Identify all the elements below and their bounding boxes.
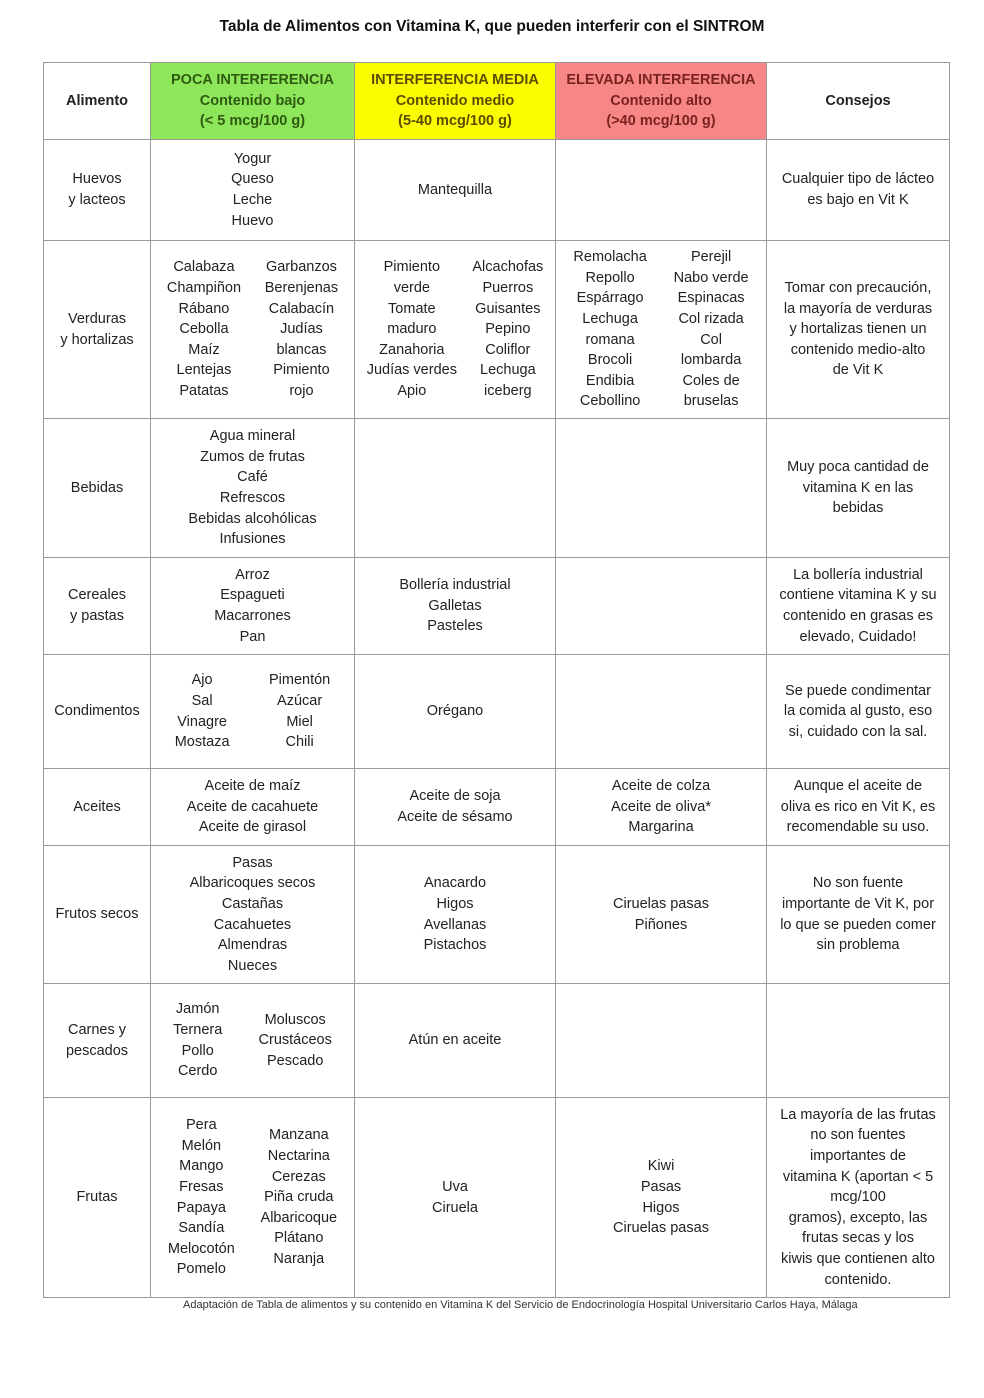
low-interference-item: rojo xyxy=(289,382,314,399)
header-medium-sub: Contenido medio xyxy=(395,92,515,109)
medium-interference-item: Ciruela xyxy=(432,1199,478,1216)
high-interference-item: Lechuga xyxy=(582,310,638,327)
high-interference-item: Higos xyxy=(642,1199,680,1216)
food-category-label: y lacteos xyxy=(68,192,126,208)
low-interference-cell xyxy=(151,419,355,558)
low-interference-item: Sandía xyxy=(178,1220,225,1237)
table-row xyxy=(44,984,950,1098)
high-interference-item: Perejil xyxy=(690,249,732,266)
low-interference-item: Pan xyxy=(239,628,266,645)
advice-line: recomendable su uso. xyxy=(786,819,930,836)
low-interference-item: Pimiento xyxy=(273,362,330,379)
advice-line: de Vit K xyxy=(832,362,884,379)
food-category-cell xyxy=(44,846,151,984)
vitamin-k-table xyxy=(43,62,950,1298)
high-interference-item: Margarina xyxy=(628,819,694,836)
advice-cell xyxy=(767,140,950,241)
low-interference-item: Chili xyxy=(285,734,314,751)
advice-line: contenido medio-alto xyxy=(790,341,926,358)
high-interference-cell xyxy=(556,1098,767,1298)
low-interference-column xyxy=(167,257,241,401)
food-category-label: Aceites xyxy=(73,798,121,815)
food-category-cell xyxy=(44,1098,151,1298)
advice-line: La mayoría de las frutas xyxy=(780,1106,936,1123)
advice-line: vitamina K (aportan < 5 xyxy=(782,1168,934,1185)
high-interference-cell xyxy=(556,769,767,846)
low-interference-item: Albaricoque xyxy=(260,1209,338,1226)
medium-interference-item: Orégano xyxy=(426,703,484,720)
medium-interference-item: Lechuga xyxy=(480,362,536,379)
medium-interference-cell xyxy=(355,769,556,846)
low-interference-item: Pollo xyxy=(181,1042,214,1059)
advice-line: gramos), excepto, las xyxy=(788,1209,928,1226)
food-category-cell xyxy=(44,140,151,241)
low-interference-item: Melocotón xyxy=(167,1240,235,1257)
advice-cell xyxy=(767,241,950,419)
low-interference-cell xyxy=(151,241,355,419)
header-row xyxy=(44,63,950,140)
header-low-label: POCA INTERFERENCIA xyxy=(171,72,334,89)
medium-interference-item: Pepino xyxy=(485,321,531,338)
low-interference-item: Huevo xyxy=(231,212,274,229)
food-category-cell xyxy=(44,655,151,769)
low-interference-item: Mostaza xyxy=(174,734,230,751)
medium-interference-item: Judías verdes xyxy=(366,362,457,379)
low-interference-column xyxy=(269,670,330,752)
food-category-label: Frutos secos xyxy=(55,906,139,923)
high-interference-item: Espinacas xyxy=(677,290,745,307)
high-interference-item: Pasas xyxy=(640,1178,682,1195)
header-low-sub: Contenido bajo xyxy=(199,92,306,109)
low-interference-item: Aceite de cacahuete xyxy=(186,798,319,815)
food-category-label: Frutas xyxy=(76,1189,118,1206)
high-interference-cell xyxy=(556,846,767,984)
low-interference-item: Espagueti xyxy=(220,587,285,604)
medium-interference-item: Pistachos xyxy=(423,937,487,954)
low-interference-item: Albaricoques secos xyxy=(189,875,316,892)
medium-interference-column xyxy=(367,257,457,401)
medium-interference-cell xyxy=(355,984,556,1098)
medium-interference-column xyxy=(472,257,543,401)
advice-line: No son fuente xyxy=(812,875,904,892)
advice-line: Aunque el aceite de xyxy=(793,778,923,795)
high-interference-cell xyxy=(556,655,767,769)
advice-line: y hortalizas tienen un xyxy=(789,321,927,338)
low-interference-item: Queso xyxy=(231,171,274,188)
high-interference-item: Coles de xyxy=(682,372,740,389)
medium-interference-item: Bollería industrial xyxy=(399,577,511,594)
low-interference-item: Berenjenas xyxy=(264,280,339,297)
food-category-cell xyxy=(44,419,151,558)
high-interference-column xyxy=(674,247,749,412)
advice-cell xyxy=(767,1098,950,1298)
low-interference-cell xyxy=(151,769,355,846)
low-interference-item: Aceite de girasol xyxy=(198,819,307,836)
low-interference-columns xyxy=(155,999,350,1081)
source-note: Adaptación de Tabla de alimentos y su contenido en Vitamina K del Servicio de Endocrinología Hospital Universitario Carlos Haya, Málaga xyxy=(183,1299,858,1311)
low-interference-item: Rábano xyxy=(178,300,230,317)
advice-cell xyxy=(767,558,950,655)
low-interference-item: Naranja xyxy=(273,1250,325,1267)
low-interference-column xyxy=(175,670,230,752)
advice-line: contiene vitamina K y su xyxy=(779,587,937,604)
table-row xyxy=(44,1098,950,1298)
food-category-label: y pastas xyxy=(70,608,124,624)
medium-interference-item: Pasteles xyxy=(427,618,483,635)
advice-line: sin problema xyxy=(816,937,900,954)
low-interference-item: Manzana xyxy=(268,1127,329,1144)
low-interference-item: Nueces xyxy=(227,957,278,974)
low-interference-item: Crustáceos xyxy=(258,1032,332,1049)
low-interference-item: Melón xyxy=(181,1137,222,1154)
advice-line: importante de Vit K, por xyxy=(781,895,935,912)
header-medium-label: INTERFERENCIA MEDIA xyxy=(371,72,539,89)
low-interference-column xyxy=(168,1115,235,1280)
high-interference-item: Col xyxy=(700,331,722,348)
low-interference-cell xyxy=(151,846,355,984)
high-interference-cell xyxy=(556,419,767,558)
low-interference-item: Cebolla xyxy=(179,321,229,338)
medium-interference-item: Zanahoria xyxy=(379,341,445,358)
medium-interference-cell xyxy=(355,140,556,241)
high-interference-item: Kiwi xyxy=(647,1158,675,1175)
table-row xyxy=(44,241,950,419)
low-interference-column xyxy=(261,1125,338,1269)
high-interference-item: Remolacha xyxy=(573,249,647,266)
high-interference-item: Espárrago xyxy=(576,290,644,307)
low-interference-cell xyxy=(151,655,355,769)
medium-interference-item: Coliflor xyxy=(485,341,531,358)
low-interference-item: Leche xyxy=(232,192,273,208)
low-interference-item: Arroz xyxy=(235,566,270,583)
advice-cell xyxy=(767,984,950,1098)
advice-line: Se puede condimentar xyxy=(785,682,931,699)
low-interference-cell xyxy=(151,140,355,241)
high-interference-item: Endibia xyxy=(585,372,635,389)
high-interference-item: Cebollino xyxy=(579,393,641,410)
low-interference-item: Aceite de maíz xyxy=(204,778,301,795)
advice-line: oliva es rico en Vit K, es xyxy=(780,798,936,815)
low-interference-item: Plátano xyxy=(274,1230,324,1247)
advice-line: la mayoría de verduras xyxy=(783,300,933,317)
advice-line: mcg/100 xyxy=(830,1189,886,1206)
advice-line: importantes de xyxy=(810,1148,906,1165)
table-row xyxy=(44,769,950,846)
low-interference-item: Pera xyxy=(186,1117,217,1134)
medium-interference-cell xyxy=(355,419,556,558)
medium-interference-item: Atún en aceite xyxy=(408,1032,502,1049)
high-interference-cell xyxy=(556,241,767,419)
advice-line: lo que se pueden comer xyxy=(780,916,936,933)
low-interference-item: Café xyxy=(237,469,268,486)
advice-line: vitamina K en las xyxy=(802,479,914,496)
low-interference-item: Azúcar xyxy=(277,692,323,709)
medium-interference-item: verde xyxy=(393,280,430,297)
medium-interference-cell xyxy=(355,655,556,769)
high-interference-item: Col rizada xyxy=(678,310,744,327)
low-interference-item: Maíz xyxy=(188,341,220,358)
low-interference-item: Cerezas xyxy=(271,1168,326,1185)
food-category-label: Condimentos xyxy=(54,703,140,720)
low-interference-item: Pimentón xyxy=(268,672,331,689)
high-interference-item: Aceite de colza xyxy=(611,778,711,795)
low-interference-item: blancas xyxy=(276,341,327,358)
low-interference-item: Zumos de frutas xyxy=(200,448,305,465)
low-interference-column xyxy=(259,1010,332,1072)
food-category-label: pescados xyxy=(65,1042,129,1059)
advice-line: Tomar con precaución, xyxy=(784,280,932,297)
low-interference-item: Pasas xyxy=(232,854,273,871)
food-category-label: Carnes y xyxy=(67,1021,127,1038)
advice-cell xyxy=(767,769,950,846)
medium-interference-cell xyxy=(355,1098,556,1298)
low-interference-columns xyxy=(155,670,350,752)
header-alimento: Alimento xyxy=(44,63,151,140)
high-interference-item: Nabo verde xyxy=(673,269,749,286)
high-interference-item: Ciruelas pasas xyxy=(613,1220,709,1237)
advice-line: kiwis que contienen alto xyxy=(781,1250,935,1267)
low-interference-item: Ajo xyxy=(191,672,213,689)
low-interference-item: Pescado xyxy=(266,1052,324,1069)
low-interference-item: Infusiones xyxy=(219,531,286,548)
low-interference-item: Moluscos xyxy=(264,1011,326,1028)
food-category-cell xyxy=(44,984,151,1098)
header-low-interference xyxy=(151,63,355,140)
low-interference-item: Miel xyxy=(286,713,313,730)
advice-line: Cualquier tipo de lácteo xyxy=(781,171,935,188)
high-interference-cell xyxy=(556,558,767,655)
advice-line: contenido en grasas es xyxy=(783,608,933,624)
food-category-label: Bebidas xyxy=(70,479,124,496)
low-interference-item: Jamón xyxy=(175,1001,220,1018)
medium-interference-item: Alcachofas xyxy=(472,259,544,276)
food-category-label: Verduras xyxy=(67,310,127,327)
medium-interference-cell xyxy=(355,241,556,419)
low-interference-item: Judías xyxy=(280,321,323,338)
high-interference-cell xyxy=(556,140,767,241)
food-category-label: Huevos xyxy=(72,171,122,188)
low-interference-item: Sal xyxy=(191,692,213,709)
header-low-range: (< 5 mcg/100 g) xyxy=(199,113,306,130)
medium-interference-item: Anacardo xyxy=(423,875,487,892)
low-interference-item: Champiñon xyxy=(166,280,242,297)
low-interference-column xyxy=(265,257,338,401)
header-high-label: ELEVADA INTERFERENCIA xyxy=(566,72,756,89)
high-interference-item: Brocoli xyxy=(587,352,633,369)
medium-interference-cell xyxy=(355,846,556,984)
table-row xyxy=(44,140,950,241)
medium-interference-cell xyxy=(355,558,556,655)
low-interference-item: Piña cruda xyxy=(264,1189,334,1206)
medium-interference-item: Mantequilla xyxy=(417,181,493,198)
low-interference-item: Patatas xyxy=(179,382,229,399)
low-interference-item: Fresas xyxy=(179,1178,224,1195)
high-interference-item: lombarda xyxy=(680,352,742,369)
advice-line: no son fuentes xyxy=(810,1127,906,1144)
low-interference-columns xyxy=(155,1115,350,1280)
low-interference-item: Calabaza xyxy=(173,259,235,276)
advice-line: es bajo en Vit K xyxy=(807,192,909,208)
low-interference-item: Yogur xyxy=(233,150,272,167)
low-interference-item: Calabacín xyxy=(268,300,335,317)
low-interference-item: Lentejas xyxy=(176,362,232,379)
low-interference-item: Agua mineral xyxy=(209,428,296,445)
low-interference-item: Ternera xyxy=(173,1021,223,1038)
medium-interference-item: Uva xyxy=(442,1178,468,1195)
high-interference-item: Piñones xyxy=(634,916,688,933)
medium-interference-item: Higos xyxy=(436,895,474,912)
food-category-cell xyxy=(44,558,151,655)
header-consejos: Consejos xyxy=(767,63,950,140)
high-interference-column xyxy=(573,247,646,412)
medium-interference-item: Apio xyxy=(397,382,427,399)
medium-interference-item: iceberg xyxy=(484,382,532,399)
header-high-interference xyxy=(556,63,767,140)
advice-line: frutas secas y los xyxy=(801,1230,914,1247)
header-high-range: (>40 mcg/100 g) xyxy=(606,113,716,130)
low-interference-item: Nectarina xyxy=(267,1148,330,1165)
low-interference-item: Bebidas alcohólicas xyxy=(188,510,317,527)
medium-interference-item: Pimiento xyxy=(383,259,441,276)
medium-interference-item: Aceite de sésamo xyxy=(397,809,513,825)
low-interference-cell xyxy=(151,1098,355,1298)
medium-interference-item: Aceite de soja xyxy=(409,788,501,805)
table-row xyxy=(44,655,950,769)
food-category-label: y hortalizas xyxy=(60,331,134,348)
low-interference-item: Pomelo xyxy=(176,1261,226,1278)
advice-cell xyxy=(767,846,950,984)
low-interference-column xyxy=(173,999,222,1081)
table-row xyxy=(44,419,950,558)
low-interference-item: Refrescos xyxy=(219,490,286,506)
high-interference-item: Ciruelas pasas xyxy=(613,895,709,912)
medium-interference-columns xyxy=(359,257,551,401)
low-interference-item: Castañas xyxy=(221,895,284,912)
high-interference-item: Aceite de oliva* xyxy=(611,798,711,815)
table-row xyxy=(44,846,950,984)
low-interference-item: Cacahuetes xyxy=(213,916,292,933)
advice-line: si, cuidado con la sal. xyxy=(788,723,928,740)
medium-interference-item: maduro xyxy=(387,321,437,338)
advice-cell xyxy=(767,419,950,558)
low-interference-item: Papaya xyxy=(176,1199,226,1216)
high-interference-columns xyxy=(560,247,762,412)
low-interference-item: Vinagre xyxy=(177,713,227,730)
medium-interference-item: Guisantes xyxy=(475,300,541,317)
advice-line: elevado, Cuidado! xyxy=(799,628,917,645)
header-medium-range: (5-40 mcg/100 g) xyxy=(398,113,512,130)
advice-line: Muy poca cantidad de xyxy=(787,459,929,476)
low-interference-cell xyxy=(151,558,355,655)
high-interference-cell xyxy=(556,984,767,1098)
advice-line: La bollería industrial xyxy=(793,566,923,583)
food-category-cell xyxy=(44,769,151,846)
low-interference-cell xyxy=(151,984,355,1098)
advice-line: contenido. xyxy=(824,1271,892,1288)
page-title: Tabla de Alimentos con Vitamina K, que pueden interferir con el SINTROM xyxy=(219,18,765,35)
food-category-cell xyxy=(44,241,151,419)
medium-interference-item: Galletas xyxy=(428,597,482,614)
low-interference-item: Almendras xyxy=(217,937,288,954)
table-row xyxy=(44,558,950,655)
low-interference-item: Cerdo xyxy=(177,1063,218,1080)
food-category-label: Cereales xyxy=(67,587,127,604)
medium-interference-item: Puerros xyxy=(482,280,534,297)
advice-line: bebidas xyxy=(832,500,884,517)
advice-cell xyxy=(767,655,950,769)
low-interference-item: Mango xyxy=(179,1158,224,1175)
header-high-sub: Contenido alto xyxy=(610,92,712,109)
advice-line: la comida al gusto, eso xyxy=(783,703,933,720)
medium-interference-item: Avellanas xyxy=(423,916,487,933)
high-interference-item: Repollo xyxy=(585,269,635,286)
medium-interference-item: Tomate xyxy=(388,300,436,317)
low-interference-columns xyxy=(155,257,350,401)
high-interference-item: bruselas xyxy=(683,393,739,410)
low-interference-item: Macarrones xyxy=(214,608,291,624)
high-interference-item: romana xyxy=(585,331,635,348)
low-interference-item: Garbanzos xyxy=(265,259,337,276)
header-medium-interference xyxy=(355,63,556,140)
